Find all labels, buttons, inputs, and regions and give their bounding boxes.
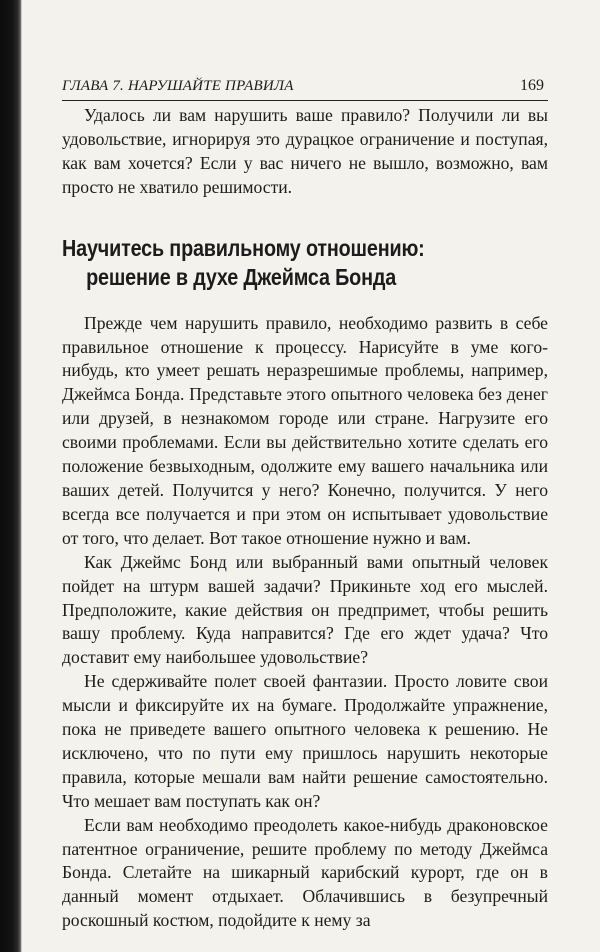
intro-paragraph: Удалось ли вам нарушить ваше правило? Получили ли вы удовольствие, игнорируя это дурацкое ограничение и поступая, как вам хочется? Если у вас ничего не вышло, возможно, вам просто не хватило решимости. (62, 105, 548, 197)
section-heading-line-1: Научитесь правильному отношению: (62, 234, 425, 261)
book-binding-shadow (0, 0, 22, 952)
body-paragraph-4: Если вам необходимо преодолеть какое-нибудь драконовское патентное ограничение, решите проблему по методу Джеймса Бонда. Слетайте на шикарный карибский курорт, где он в данный момент отдыхает. Облачившись в безупречный роскошный костюм, подойдите к нему за (62, 814, 548, 931)
body-paragraph-2: Как Джеймс Бонд или выбранный вами опытный человек пойдет на штурм вашей задачи? Прикиньте ход его мыслей. Предположите, какие действия он предпримет, чтобы решить вашу проблему. Куда направится? Где его ждет удача? Что доставит ему наибольшее удовольствие? (62, 551, 548, 668)
section-heading (62, 234, 544, 292)
page-body (62, 104, 548, 933)
section-heading-line-2: решение в духе Джеймса Бонда (86, 263, 397, 290)
page-number: 169 (520, 77, 544, 94)
page-header (62, 76, 548, 101)
chapter-title: ГЛАВА 7. НАРУШАЙТЕ ПРАВИЛА (62, 78, 294, 94)
body-paragraph-3: Не сдерживайте полет своей фантазии. Просто ловите свои мысли и фиксируйте их на бумаге. Продолжайте упражнение, пока не приведете вашего опытного человека к решению. Не исключено, что по пути ему пришлось нарушить некоторые правила, которые мешали вам найти решение самостоятельно. Что мешает вам поступать как он? (62, 671, 548, 811)
body-paragraph-1: Прежде чем нарушить правило, необходимо развить в себе правильное отношение к процессу. Нарисуйте в уме кого-нибудь, кто умеет решать неразрешимые проблемы, например, Джеймса Бонда. Представьте этого опытного человека без денег или друзей, в незнакомом городе или стране. Нагрузите его своими проблемами. Если вы действительно хотите сделать его положение безвыходным, одолжите ему вашего начальника или ваших детей. Получится у него? Конечно, получится. У него всегда все получается и при этом он испытывает удовольствие от того, что делает. Вот такое отношение нужно и вам. (62, 312, 548, 548)
